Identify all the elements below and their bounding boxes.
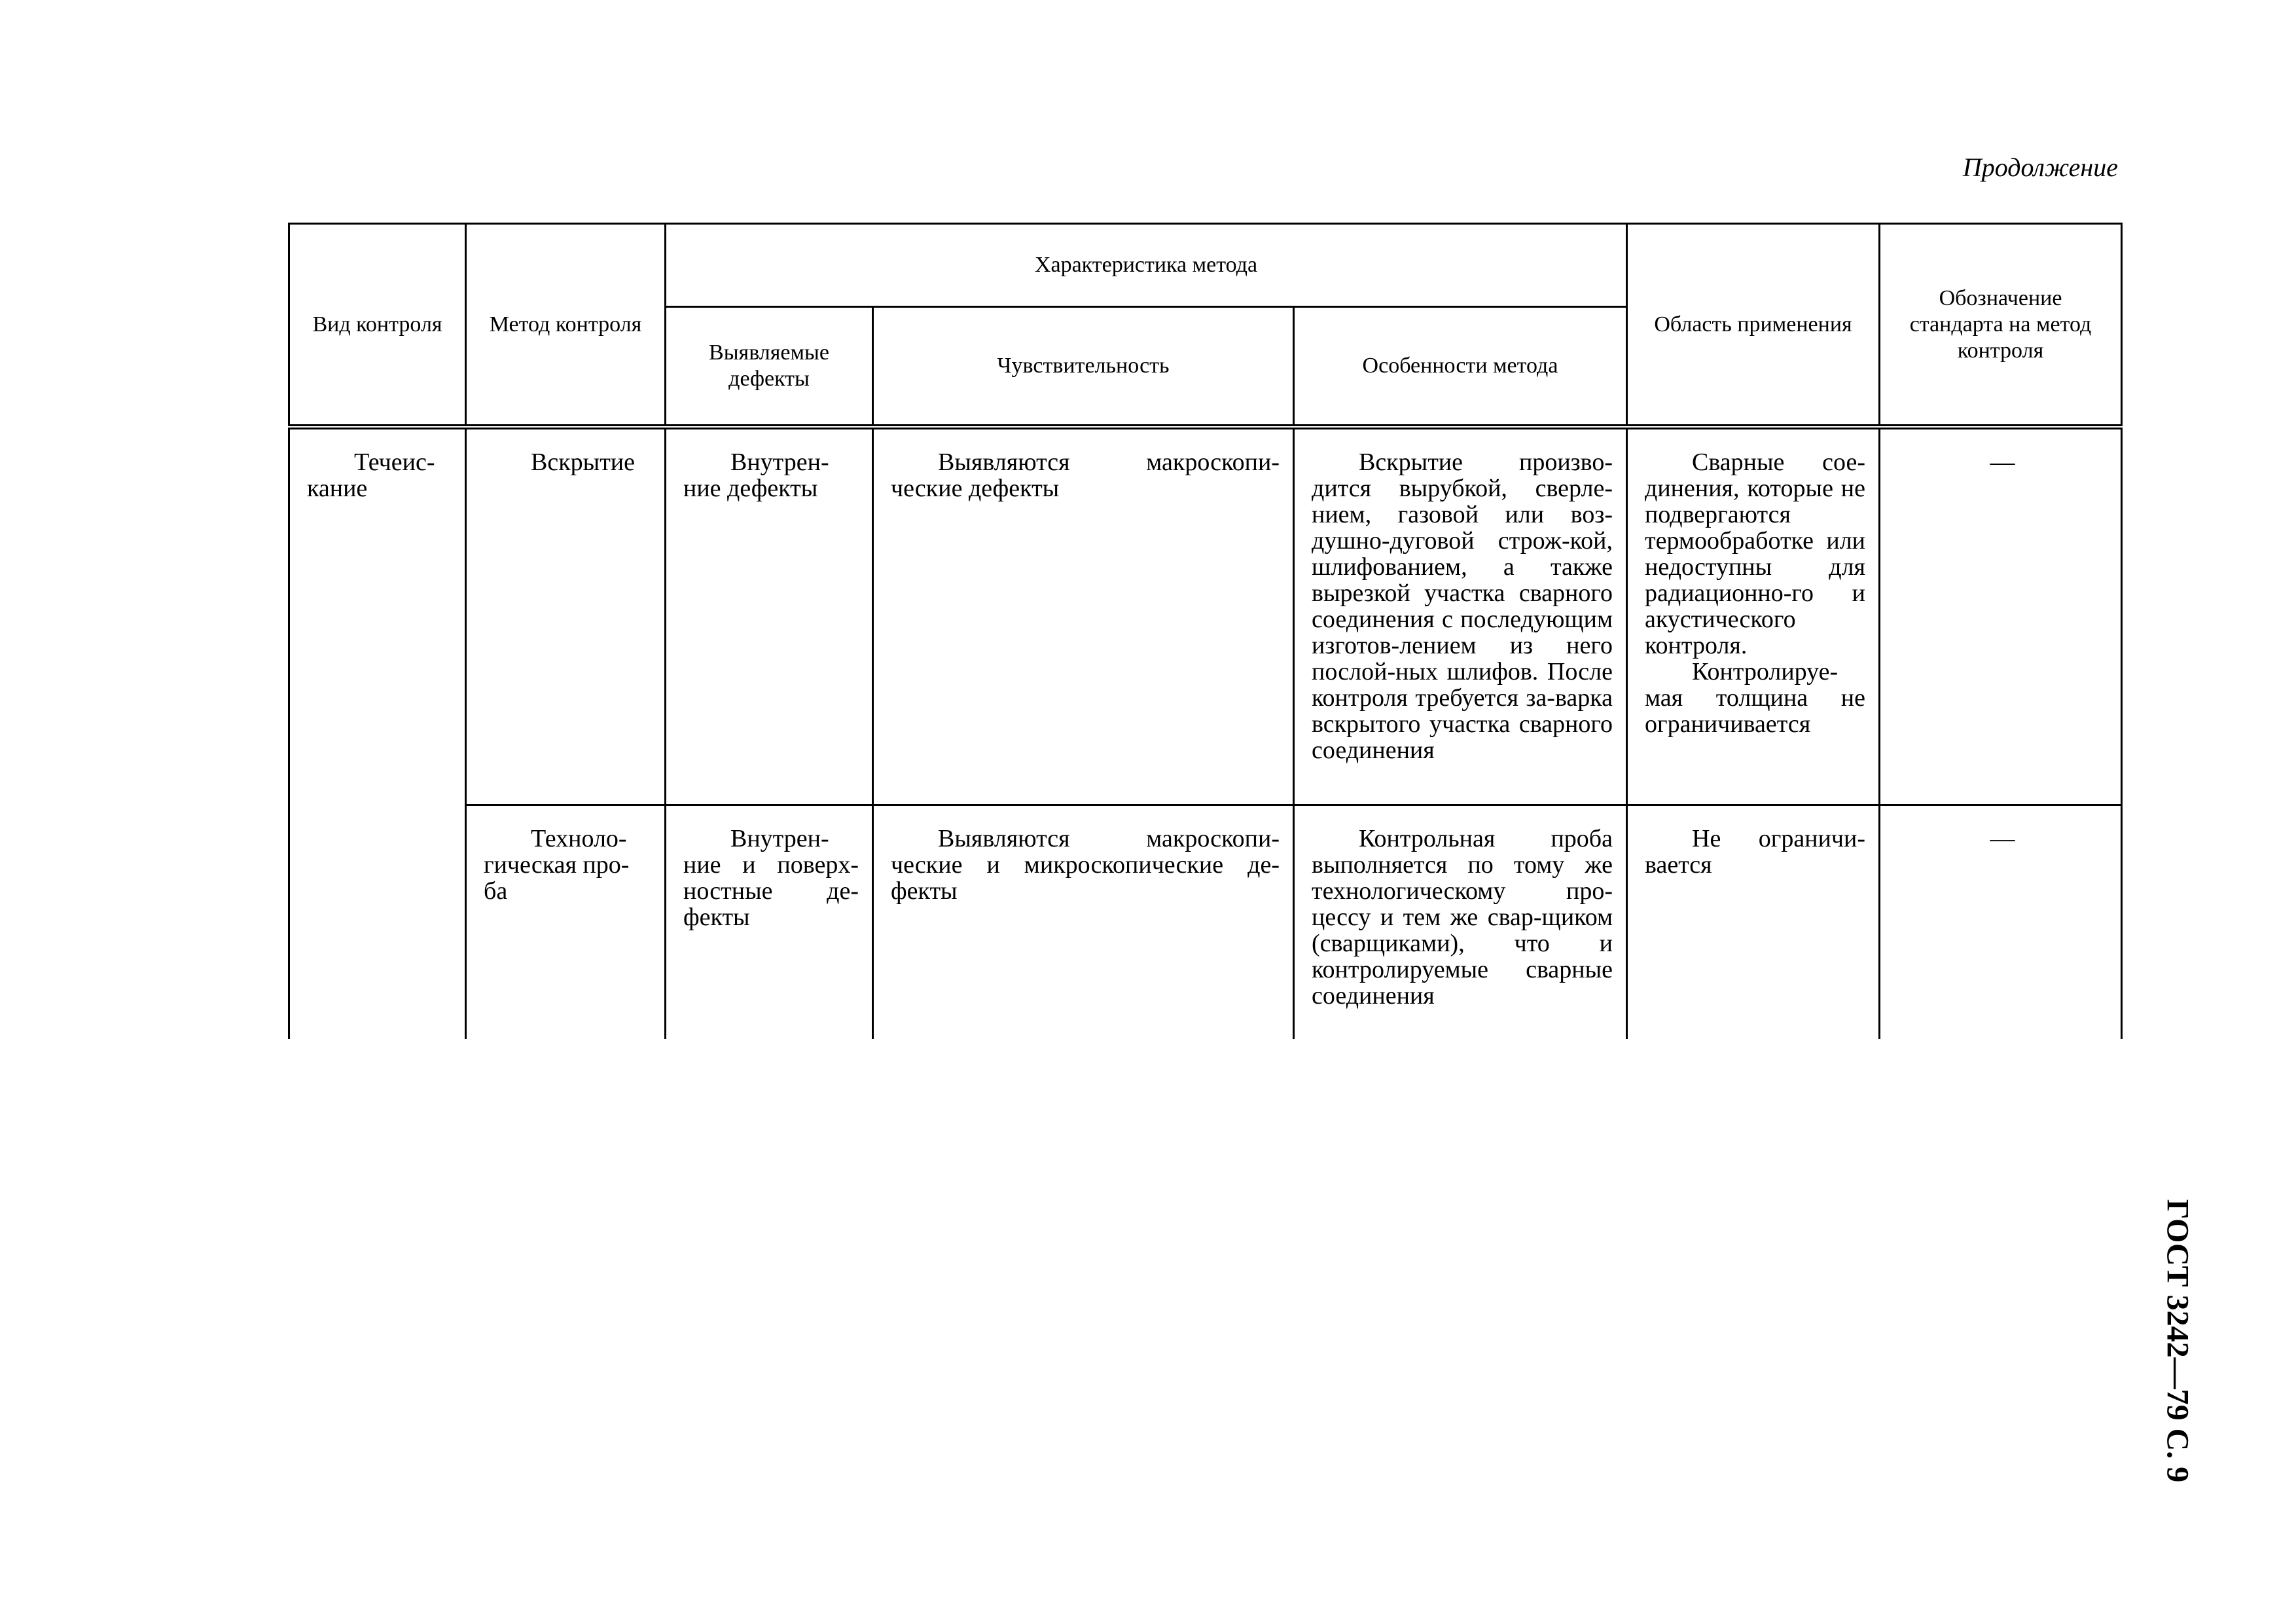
header-method: Метод контроля	[466, 224, 666, 428]
cell-area: Не ограничи-вается	[1627, 805, 1880, 1040]
area-text-2: Контролируе-мая толщина не ограничивается	[1645, 658, 1866, 738]
area-text: Сварные сое-динения, которые не подвергаются термообработке или недоступны для радиационно-го и акустического контроля.	[1645, 448, 1866, 659]
page-footer-vertical	[2148, 1199, 2207, 1483]
cell-method: Техноло-гическая про-ба	[466, 805, 666, 1040]
cell-kind: Течеис-кание	[289, 427, 466, 1039]
cell-defects: Внутрен-ние дефекты	[666, 427, 873, 805]
header-kind: Вид контроля	[289, 224, 466, 428]
cell-features: Вскрытие произво-дится вырубкой, сверле-нием, газовой или воз-душно-дуговой строж-кой, шлифованием, а также вырезкой участка сварного соединения с последующим изготов-лением из него послой-ных шлифов. После контроля требуется за-варка вскрытого участка сварного соединения	[1294, 427, 1627, 805]
header-features: Особенности метода	[1294, 307, 1627, 428]
continuation-label: Продолжение	[1962, 153, 2118, 182]
header-sensitivity: Чувствительность	[873, 307, 1294, 428]
cell-defects: Внутрен-ние и поверх-ностные де-фекты	[666, 805, 873, 1040]
cell-standard: —	[1880, 805, 2122, 1040]
table-row	[289, 805, 2122, 1040]
standard-page-number: ГОСТ 3242—79 С. 9	[2160, 1199, 2195, 1483]
header-defects: Выявляемые дефекты	[666, 307, 873, 428]
header-standard: Обозначение стандарта на метод контроля	[1880, 224, 2122, 428]
header-characteristic: Характеристика метода	[666, 224, 1627, 307]
cell-sensitivity: Выявляются макроскопи-ческие дефекты	[873, 427, 1294, 805]
cell-features: Контрольная проба выполняется по тому же технологическому про-цессу и тем же свар-щиком (сварщиками), что и контролируемые сварные соединения	[1294, 805, 1627, 1040]
header-area: Область применения	[1627, 224, 1880, 428]
cell-area	[1627, 427, 1880, 805]
cell-standard: —	[1880, 427, 2122, 805]
table-row	[289, 427, 2122, 805]
cell-method: Вскрытие	[466, 427, 666, 805]
control-methods-table	[288, 223, 2123, 1039]
cell-sensitivity: Выявляются макроскопи-ческие и микроскопические де-фекты	[873, 805, 1294, 1040]
